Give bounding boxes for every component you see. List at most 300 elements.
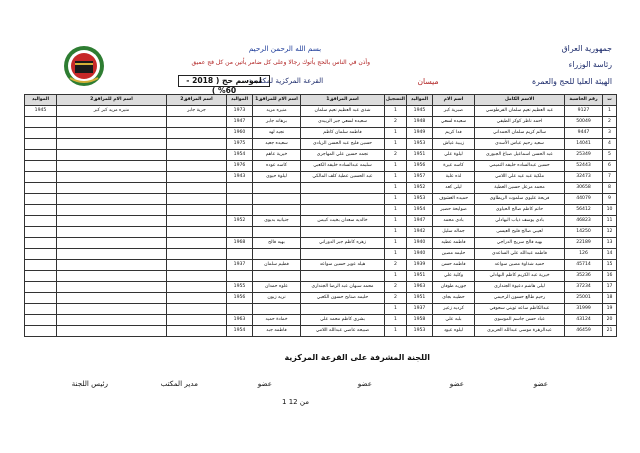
table-cell xyxy=(57,249,167,260)
table-cell: ليلى هاشم دعيوة الجنداري xyxy=(475,282,565,293)
table-cell: 1 xyxy=(385,106,407,117)
table-cell xyxy=(253,249,301,260)
table-cell xyxy=(301,227,385,238)
table-cell: 1973 xyxy=(227,106,253,117)
table-cell: صبرية كبر xyxy=(433,106,475,117)
table-cell: بادي يوسف ذياب البهادلي xyxy=(475,216,565,227)
table-cell: زبيبة عياش xyxy=(433,139,475,150)
table-cell: لذه علية xyxy=(433,172,475,183)
table-cell: محمد سبهان عبد الرضا الجنداري xyxy=(301,282,385,293)
table-cell xyxy=(25,194,57,205)
table-cell xyxy=(253,271,301,282)
table-cell: 46459 xyxy=(565,326,603,337)
table-cell: 8 xyxy=(603,183,617,194)
table-cell xyxy=(25,227,57,238)
table-cell xyxy=(167,161,227,172)
table-cell: 13 xyxy=(603,238,617,249)
table-cell: 43124 xyxy=(565,315,603,326)
column-header: التسجيل xyxy=(385,95,407,106)
table-cell xyxy=(167,150,227,161)
table-cell: عبد الحسين عطية كلف المالكي xyxy=(301,172,385,183)
table-cell: 1954 xyxy=(227,326,253,337)
table-cell: جنيانيه بديوي xyxy=(253,216,301,227)
table-cell xyxy=(57,293,167,304)
header-lottery-office: القرعة المركزية لمكتب : xyxy=(248,76,324,85)
table-cell: 1954 xyxy=(407,205,433,216)
column-header: ت xyxy=(603,95,617,106)
table-cell: برهانه جابر xyxy=(253,117,301,128)
header-country: جمهورية العراق xyxy=(561,44,612,53)
table-row xyxy=(25,315,617,326)
table-cell: فاطمه عطيه xyxy=(433,238,475,249)
header-office-name: ميسان xyxy=(417,77,439,86)
table-cell: فريحة عليوي سلموت الريطاوي xyxy=(475,194,565,205)
table-cell: 46823 xyxy=(565,216,603,227)
table-cell: عبد العظيم نعيم سلمان الفرطوسي xyxy=(475,106,565,117)
table-cell: 1945 xyxy=(407,106,433,117)
table-cell: 1963 xyxy=(227,315,253,326)
table-cell xyxy=(57,282,167,293)
table-cell: 56412 xyxy=(565,205,603,216)
table-cell: 45714 xyxy=(565,260,603,271)
table-cell: 1968 xyxy=(227,238,253,249)
table-cell xyxy=(57,326,167,337)
table-cell: 5 xyxy=(603,150,617,161)
table-cell: 19 xyxy=(603,304,617,315)
table-row xyxy=(25,139,617,150)
table-cell: بهيه فالح سريح الدراجي xyxy=(475,238,565,249)
table-cell xyxy=(301,205,385,216)
table-cell: 1951 xyxy=(407,271,433,282)
table-cell xyxy=(57,139,167,150)
table-cell: نزيه زيون xyxy=(253,293,301,304)
table-cell: 32473 xyxy=(565,172,603,183)
table-cell: 1 xyxy=(385,183,407,194)
table-cell: 1949 xyxy=(407,128,433,139)
table-cell xyxy=(167,238,227,249)
table-cell xyxy=(57,172,167,183)
table-cell: جرية جابر xyxy=(167,106,227,117)
table-cell: ليلى كعد xyxy=(433,183,475,194)
table-cell: 7 xyxy=(603,172,617,183)
header-authority: الهيئة العليا للحج والعمرة xyxy=(531,77,612,86)
table-row xyxy=(25,183,617,194)
table-cell xyxy=(25,139,57,150)
table-cell xyxy=(167,282,227,293)
table-cell: سعيد رحيم عباس الأسدي xyxy=(475,139,565,150)
table-cell: محمد مزعل حسين العطية xyxy=(475,183,565,194)
table-cell xyxy=(25,249,57,260)
table-cell xyxy=(253,194,301,205)
table-cell xyxy=(167,304,227,315)
table-cell xyxy=(167,183,227,194)
table-cell xyxy=(25,282,57,293)
table-cell: 14250 xyxy=(565,227,603,238)
header-verse: وأذن في الناس بالحج يأتوك رجالا وعلى كل ضامر يأتين من كل فج عميق xyxy=(191,59,370,66)
table-cell: 10 xyxy=(603,205,617,216)
table-cell: 2 xyxy=(603,117,617,128)
table-cell: 1947 xyxy=(407,216,433,227)
table-cell xyxy=(227,249,253,260)
table-cell: خيرية عبد الكريم كاظم البهادلي xyxy=(475,271,565,282)
table-cell xyxy=(227,271,253,282)
table-cell: سعيده لسعي xyxy=(433,117,475,128)
table-cell: حليمه مصين xyxy=(433,249,475,260)
column-header: المواليد xyxy=(25,95,57,106)
table-cell: 1951 xyxy=(407,293,433,304)
table-cell xyxy=(301,271,385,282)
table-cell: 1948 xyxy=(407,117,433,128)
table-cell xyxy=(25,293,57,304)
table-cell: 1937 xyxy=(407,304,433,315)
table-cell: فاطمه حسن xyxy=(433,260,475,271)
table-cell: ليلوة علي xyxy=(433,150,475,161)
table-cell: حسين عبدالساده خليفه التميمي xyxy=(475,161,565,172)
table-cell xyxy=(25,326,57,337)
table-cell xyxy=(25,183,57,194)
page-of: من xyxy=(299,398,309,406)
table-cell: 2 xyxy=(385,260,407,271)
table-cell: فاطمه عبدالله علي الساعدي xyxy=(475,249,565,260)
table-cell: 1956 xyxy=(227,293,253,304)
table-cell: 30658 xyxy=(565,183,603,194)
signature-director: مدير المكتب xyxy=(160,379,198,388)
table-cell xyxy=(253,205,301,216)
table-cell xyxy=(167,271,227,282)
season-box xyxy=(178,75,270,95)
table-cell: شذى عبد العظيم نعيم سلمان xyxy=(301,106,385,117)
table-cell xyxy=(25,216,57,227)
table-cell xyxy=(25,205,57,216)
table-cell: 1976 xyxy=(227,161,253,172)
table-cell: 16 xyxy=(603,271,617,282)
table-cell: خيرية عاهم xyxy=(253,150,301,161)
table-cell: عبدالكاظم ساعد ثويني سحوفي xyxy=(475,304,565,315)
table-cell: 1953 xyxy=(407,139,433,150)
signature-member-2: عضو xyxy=(449,379,464,388)
table-cell: 1939 xyxy=(407,260,433,271)
table-cell: صبيحه عاصي عبدالله اللامي xyxy=(301,326,385,337)
table-cell xyxy=(227,227,253,238)
table-cell: 1 xyxy=(385,227,407,238)
table-cell xyxy=(25,117,57,128)
table-cell: 1954 xyxy=(227,150,253,161)
table-cell: سالم كريم سلمان الحمداني xyxy=(475,128,565,139)
table-cell: كاسه عيرة xyxy=(433,161,475,172)
table-cell xyxy=(227,304,253,315)
table-cell: 1 xyxy=(385,205,407,216)
column-header: المواليد xyxy=(407,95,433,106)
table-row xyxy=(25,238,617,249)
table-cell xyxy=(227,194,253,205)
table-cell: 31999 xyxy=(565,304,603,315)
table-row xyxy=(25,282,617,293)
table-cell: 22189 xyxy=(565,238,603,249)
table-cell: 14 xyxy=(603,249,617,260)
table-cell xyxy=(57,161,167,172)
table-cell xyxy=(301,304,385,315)
table-cell: 1975 xyxy=(227,139,253,150)
table-cell xyxy=(167,205,227,216)
table-cell xyxy=(167,194,227,205)
table-cell: فدا كريم xyxy=(433,128,475,139)
table-cell: 2 xyxy=(385,293,407,304)
table-cell: 9447 xyxy=(565,128,603,139)
table-cell: بادي محمد xyxy=(433,216,475,227)
table-cell xyxy=(57,238,167,249)
table-cell: 1953 xyxy=(407,326,433,337)
signature-committee-head: رئيس اللجنة xyxy=(71,379,108,388)
table-cell: 1952 xyxy=(227,216,253,227)
table-cell: فطيم سلمان xyxy=(253,260,301,271)
table-cell: ليلوة حيوي xyxy=(253,172,301,183)
table-cell: 1956 xyxy=(407,161,433,172)
table-cell xyxy=(25,260,57,271)
table-row xyxy=(25,304,617,315)
table-cell: حسين فليح عبد الحسن الزيادي xyxy=(301,139,385,150)
table-row xyxy=(25,150,617,161)
table-cell xyxy=(25,150,57,161)
table-cell xyxy=(57,194,167,205)
table-cell: 1937 xyxy=(227,260,253,271)
table-cell xyxy=(57,150,167,161)
table-cell: بلبه علي xyxy=(433,315,475,326)
table-cell: حطيبه بجاي xyxy=(433,293,475,304)
header-basmala: بسم الله الرحمن الرحيم xyxy=(248,44,322,53)
table-row xyxy=(25,227,617,238)
table-row xyxy=(25,128,617,139)
table-cell: جوريه طوفان xyxy=(433,282,475,293)
table-cell: خالديه سعدان بخيت كبيس xyxy=(301,216,385,227)
table-cell xyxy=(25,271,57,282)
table-row xyxy=(25,205,617,216)
table-cell: 1953 xyxy=(407,194,433,205)
table-cell: 37234 xyxy=(565,282,603,293)
table-cell: 1 xyxy=(385,161,407,172)
table-cell: 9 xyxy=(603,194,617,205)
column-header: اسم المرافق1 xyxy=(301,95,385,106)
header-presidency: رئاسة الوزراء xyxy=(568,60,612,69)
table-cell xyxy=(25,238,57,249)
table-cell xyxy=(167,326,227,337)
table-cell xyxy=(57,271,167,282)
table-cell xyxy=(167,260,227,271)
table-cell xyxy=(57,304,167,315)
table-cell: 1951 xyxy=(407,150,433,161)
season-label: لموسم حج ( 2018 - 60% ) xyxy=(186,76,262,95)
table-cell: 2 xyxy=(385,117,407,128)
table-cell: ملكية عبد عيد علي اللامي xyxy=(475,172,565,183)
column-header: اسم الام xyxy=(433,95,475,106)
table-cell: بهيه فالح xyxy=(253,238,301,249)
table-cell xyxy=(253,304,301,315)
table-cell: لعيبي صالح فليح العيسى xyxy=(475,227,565,238)
column-header: الاسم الكامل xyxy=(475,95,565,106)
column-header: اسم الام للمرافق1 xyxy=(253,95,301,106)
table-cell xyxy=(57,227,167,238)
table-cell: 25001 xyxy=(565,293,603,304)
table-cell xyxy=(167,117,227,128)
table-cell xyxy=(57,205,167,216)
table-cell: 1 xyxy=(385,304,407,315)
signature-member-1: عضو xyxy=(533,379,548,388)
table-cell: عبدالزهرة موسى عبدالله الحريزي xyxy=(475,326,565,337)
table-cell xyxy=(25,161,57,172)
table-cell: 1963 xyxy=(407,282,433,293)
table-cell: وكلية علي xyxy=(433,271,475,282)
table-row xyxy=(25,106,617,117)
table-cell xyxy=(167,216,227,227)
table-cell: نجيه لهد xyxy=(253,128,301,139)
table-cell xyxy=(167,315,227,326)
table-row xyxy=(25,271,617,282)
table-cell: جماله سليل xyxy=(433,227,475,238)
pilgrims-table xyxy=(24,94,617,337)
table-row xyxy=(25,216,617,227)
table-cell: منيره مزيد xyxy=(253,106,301,117)
table-cell: علوه حمدان xyxy=(253,282,301,293)
column-header: المواليد xyxy=(227,95,253,106)
table-cell: حميد شذاوة مصين سواعد xyxy=(475,260,565,271)
table-row xyxy=(25,326,617,337)
table-cell: 1940 xyxy=(407,238,433,249)
table-cell: 35236 xyxy=(565,271,603,282)
table-cell: 20 xyxy=(603,315,617,326)
table-row xyxy=(25,260,617,271)
table-cell: 1 xyxy=(385,194,407,205)
table-cell xyxy=(25,304,57,315)
table-cell xyxy=(167,128,227,139)
table-cell: 6 xyxy=(603,161,617,172)
table-cell: 126 xyxy=(565,249,603,260)
table-cell: حاتم كاظم صالح الحياوي xyxy=(475,205,565,216)
table-cell: 21 xyxy=(603,326,617,337)
table-cell: 1943 xyxy=(227,172,253,183)
table-cell xyxy=(57,183,167,194)
table-cell: خمادة حميد xyxy=(253,315,301,326)
table-cell: نجمه حسين علي المهاجري xyxy=(301,150,385,161)
table-cell: 9127 xyxy=(565,106,603,117)
table-header-row xyxy=(25,95,617,106)
table-cell: سعيده لسعي جبر الزبيدي xyxy=(301,117,385,128)
table-cell xyxy=(57,216,167,227)
table-cell xyxy=(57,315,167,326)
table-cell xyxy=(301,183,385,194)
table-cell: احمد ناظر كوكز الطيفي xyxy=(475,117,565,128)
page-number xyxy=(282,398,309,406)
table-cell: 1 xyxy=(385,249,407,260)
page-total: 12 xyxy=(288,398,298,406)
table-cell: 4 xyxy=(603,139,617,150)
column-header: رقم الحاسبة xyxy=(565,95,603,106)
table-cell: كرديه زعير xyxy=(433,304,475,315)
table-cell: 2 xyxy=(385,150,407,161)
table-cell: 14041 xyxy=(565,139,603,150)
table-cell xyxy=(167,139,227,150)
table-row xyxy=(25,117,617,128)
table-cell xyxy=(167,172,227,183)
table-cell: 1960 xyxy=(227,128,253,139)
table-cell: منيره مزيد كبر كبر xyxy=(57,106,167,117)
table-cell: رحيم طالع حسون الرحيمي xyxy=(475,293,565,304)
table-cell: صوايحة حضير xyxy=(433,205,475,216)
table-cell: 1958 xyxy=(407,315,433,326)
table-cell: 1 xyxy=(385,238,407,249)
table-cell: 1 xyxy=(603,106,617,117)
table-cell: 1 xyxy=(385,271,407,282)
table-cell xyxy=(167,249,227,260)
table-cell: 1 xyxy=(385,139,407,150)
table-cell: 1952 xyxy=(407,183,433,194)
table-cell: سليمه عبدالساده خليفه الكعبي xyxy=(301,161,385,172)
table-row xyxy=(25,293,617,304)
table-cell: حميده الغشوف xyxy=(433,194,475,205)
table-cell xyxy=(253,183,301,194)
table-cell xyxy=(57,128,167,139)
page-current: 1 xyxy=(282,398,287,406)
table-cell: 50049 xyxy=(565,117,603,128)
table-cell: 15 xyxy=(603,260,617,271)
table-cell xyxy=(227,183,253,194)
table-cell: 1955 xyxy=(227,282,253,293)
table-cell xyxy=(301,249,385,260)
table-cell xyxy=(57,260,167,271)
table-cell: عباد حسن جاسم الموسوي xyxy=(475,315,565,326)
table-row xyxy=(25,161,617,172)
table-cell: 12 xyxy=(603,227,617,238)
table-cell xyxy=(167,293,227,304)
table-cell: 1957 xyxy=(407,172,433,183)
table-row xyxy=(25,172,617,183)
signature-member-4: عضو xyxy=(257,379,272,388)
table-cell xyxy=(57,117,167,128)
table-cell: 1940 xyxy=(407,249,433,260)
table-cell: 1 xyxy=(385,216,407,227)
table-cell: بشرى كاظم محمد علي xyxy=(301,315,385,326)
table-cell xyxy=(227,205,253,216)
table-cell: 52443 xyxy=(565,161,603,172)
table-cell: كاسه عوده xyxy=(253,161,301,172)
table-row xyxy=(25,194,617,205)
table-cell: زهره كاظم جبر الدوراني xyxy=(301,238,385,249)
table-cell: ليلوه عيود xyxy=(433,326,475,337)
ministry-logo-icon xyxy=(60,44,108,88)
table-cell: 1947 xyxy=(227,117,253,128)
table-cell xyxy=(167,227,227,238)
table-cell: 11 xyxy=(603,216,617,227)
table-cell xyxy=(25,172,57,183)
table-cell xyxy=(25,128,57,139)
table-cell: فاطمه سلمان كاظم xyxy=(301,128,385,139)
table-cell: 1 xyxy=(385,172,407,183)
table-cell: 17 xyxy=(603,282,617,293)
table-cell: عبد الحسن اسماعيل صباغ الجبوري xyxy=(475,150,565,161)
committee-title: اللجنة المشرفة على القرعة المركزية xyxy=(284,353,430,362)
table-row xyxy=(25,249,617,260)
table-cell: 1 xyxy=(385,128,407,139)
table-cell: 1942 xyxy=(407,227,433,238)
table-cell: 18 xyxy=(603,293,617,304)
column-header: اسم المرافق2 xyxy=(167,95,227,106)
table-cell: 1 xyxy=(385,326,407,337)
table-cell: هيله عويز حسين سواعد xyxy=(301,260,385,271)
table-cell: حليمه صنابح حسون الكعبي xyxy=(301,293,385,304)
table-cell: 44079 xyxy=(565,194,603,205)
table-cell: 1945 xyxy=(25,106,57,117)
table-cell: 3 xyxy=(603,128,617,139)
table-cell: 2 xyxy=(385,282,407,293)
column-header: اسم الام للمرافق2 xyxy=(57,95,167,106)
